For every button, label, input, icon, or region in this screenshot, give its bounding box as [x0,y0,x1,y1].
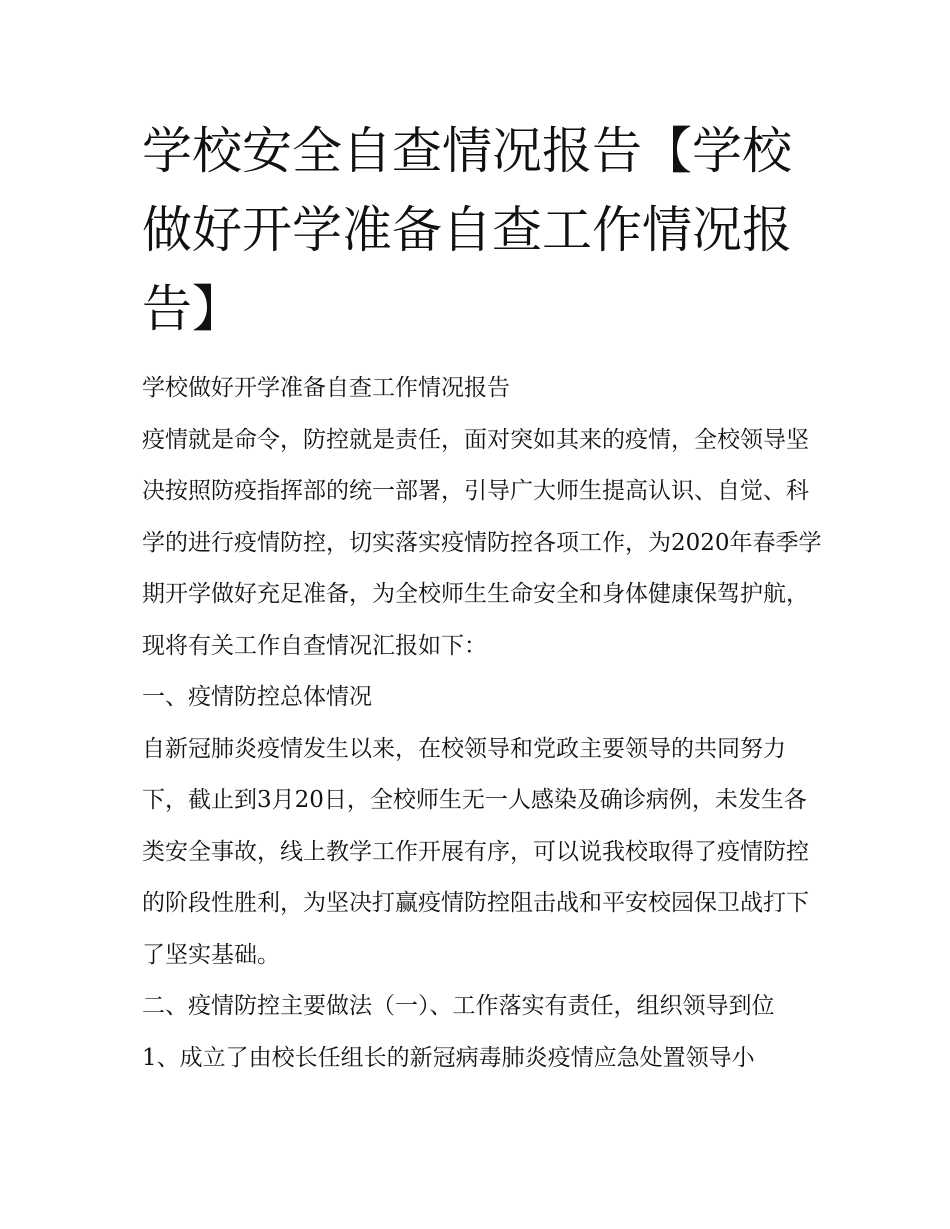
paragraph: 学校做好开学准备自查工作情况报告 [142,375,510,401]
paragraph: 1、成立了由校长任组长的新冠病毒肺炎疫情应急处置领导小 [142,1044,755,1071]
section-heading: 二、疫情防控主要做法（一）、工作落实有责任，组织领导到位 [142,993,775,1019]
document-page [142,112,822,1084]
document-title: 学校安全自查情况报告【学校做好开学准备自查工作情况报告】 [142,122,792,338]
document-body [142,363,822,1084]
paragraph: 自新冠肺炎疫情发生以来，在校领导和党政主要领导的共同努力下，截止到3月20日，全校师生无一人感染及确诊病例，未发生各类安全事故，线上教学工作开展有序，可以说我校取得了疫情防控的阶段性胜利，为坚决打赢疫情防控阻击战和平安校园保卫战打下了坚实基础。 [142,735,809,968]
paragraph: 疫情就是命令，防控就是责任，面对突如其来的疫情，全校领导坚决按照防疫指挥部的统一部署，引导广大师生提高认识、自觉、科学的进行疫情防控，切实落实疫情防控各项工作，为2020年春季学期开学做好充足准备，为全校师生生命安全和身体健康保驾护航，现将有关工作自查情况汇报如下： [142,426,822,659]
section-heading: 一、疫情防控总体情况 [142,684,372,710]
